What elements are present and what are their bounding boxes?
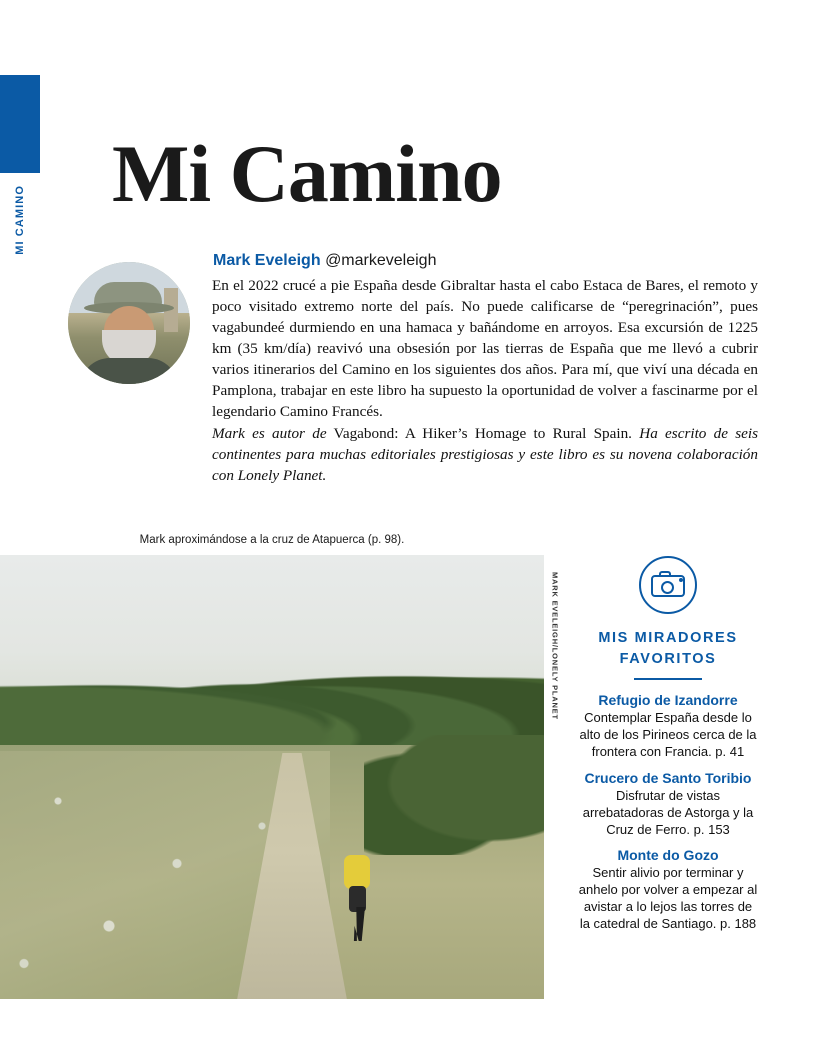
viewpoint-description: Sentir alivio por terminar y anhelo por volver a empezar al avistar a lo lejos las torres de la catedral de Santiago. p. 188: [578, 864, 758, 932]
author-bio: [212, 276, 758, 487]
list-item: [578, 692, 758, 760]
viewpoints-heading: [578, 628, 758, 670]
photo-credit-text: MARK EVELEIGH/LONELY PLANET: [550, 572, 560, 720]
camera-icon-lens: [661, 581, 674, 594]
photo-hiker-backpack: [344, 855, 370, 889]
photo-credit: [548, 572, 562, 752]
favorite-viewpoints-panel: [578, 556, 758, 942]
section-tab-label-text: MI CAMINO: [14, 185, 26, 255]
section-tab-label: [0, 185, 40, 295]
camera-icon-flash-dot: [679, 578, 683, 582]
author-credits: [212, 424, 758, 487]
author-credits-book: Vagabond: A Hiker’s Homage to Rural Spain.: [326, 424, 640, 442]
viewpoint-name: Crucero de Santo Toribio: [584, 769, 752, 786]
viewpoints-divider: [634, 678, 702, 680]
section-tab-bar: [0, 75, 40, 173]
byline: [213, 252, 436, 270]
main-photo: [0, 555, 544, 999]
camera-icon: [639, 556, 697, 614]
author-name: Mark Eveleigh: [213, 252, 321, 269]
author-credits-prefix: Mark es autor de: [212, 424, 327, 442]
viewpoint-description: Contemplar España desde lo alto de los Pirineos cerca de la frontera con Francia. p. 41: [579, 710, 757, 760]
viewpoints-heading-line1: MIS MIRADORES: [598, 630, 738, 646]
page-title: Mi Camino: [112, 127, 502, 219]
list-item: [578, 847, 758, 933]
photo-caption: Mark aproximándose a la cruz de Atapuerca (p. 98).: [139, 534, 405, 546]
viewpoint-description: Disfrutar de vistas arrebatadoras de Astorga y la Cruz de Ferro. p. 153: [582, 787, 754, 837]
photo-shrubs: [364, 735, 544, 855]
avatar: [68, 262, 190, 384]
viewpoint-name: Monte do Gozo: [617, 846, 719, 863]
list-item: [578, 770, 758, 838]
author-bio-paragraph: En el 2022 crucé a pie España desde Gibraltar hasta el cabo Estaca de Bares, el remoto y poco visitado extremo norte del país. No puede calificarse de “peregrinación”, pues vagabundeé durmiendo en una hamaca y bañándome en arroyos. Esa excursión de 1225 km (35 km/día) reavivó una obsesión por las tierras de España que me llevó a cubrir varios itinerarios del Camino en los siguientes dos años. Para mí, que viví una década en Pamplona, trabajar en este libro ha supuesto la oportunidad de volver a fascinarme por el legendario Camino Francés.: [212, 277, 758, 420]
author-handle[interactable]: @markeveleigh: [325, 252, 437, 269]
viewpoints-heading-line2: FAVORITOS: [619, 651, 717, 668]
viewpoint-name: Refugio de Izandorre: [598, 692, 738, 709]
avatar-torso: [80, 358, 178, 384]
author-credits-suffix: Ha escrito de seis continentes para muchas editoriales prestigiosas y este libro es su novena colaboración con Lonely Planet.: [212, 424, 759, 484]
